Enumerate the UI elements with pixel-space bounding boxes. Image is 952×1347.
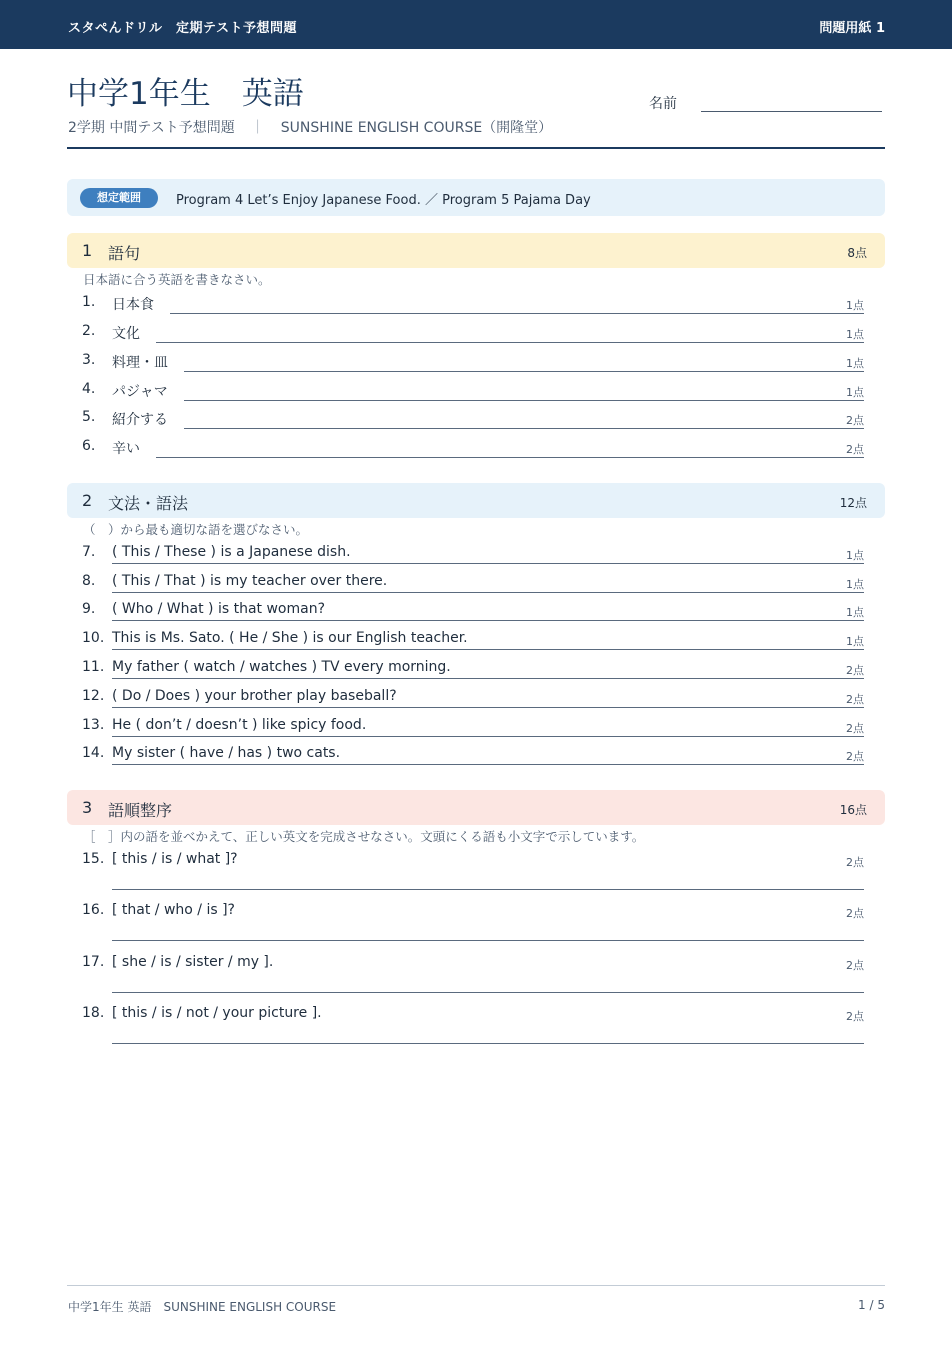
question-number: 18. [82,1005,105,1021]
question-number: 5. [82,409,96,425]
question-points: 2点 [842,412,864,428]
question-9 [0,598,952,622]
question-number: 10. [82,630,105,646]
question-points: 2点 [842,720,864,736]
answer-line[interactable] [112,428,864,429]
answer-line[interactable] [112,1043,864,1044]
name-label: 名前 [649,96,677,112]
section-3-header [67,790,885,825]
question-18 [0,1005,952,1055]
question-6 [0,435,952,459]
question-text: [ that / who / is ]? [112,902,235,918]
question-points: 1点 [842,633,864,649]
question-number: 17. [82,954,105,970]
answer-line[interactable] [112,457,864,458]
question-14 [0,742,952,766]
question-3 [0,349,952,373]
question-text: 料理・皿 [112,352,184,372]
answer-line[interactable] [112,707,864,708]
term-label: 2学期 中間テスト予想問題 [68,120,235,136]
question-15 [0,851,952,901]
question-number: 15. [82,851,105,867]
question-4 [0,378,952,402]
question-12 [0,685,952,709]
question-points: 2点 [842,691,864,707]
section-1-header [67,233,885,268]
question-text: ( Do / Does ) your brother play baseball? [112,688,413,704]
question-number: 13. [82,717,105,733]
question-text: ( This / That ) is my teacher over there. [112,573,403,589]
question-number: 11. [82,659,105,675]
range-badge: 想定範囲 [80,188,158,208]
question-text: This is Ms. Sato. ( He / She ) is our English teacher. [112,630,484,646]
question-number: 6. [82,438,96,454]
subtitle-separator: ｜ [250,120,265,136]
question-number: 4. [82,381,96,397]
question-text: ( This / These ) is a Japanese dish. [112,544,367,560]
question-8 [0,570,952,594]
question-text: He ( don’t / doesn’t ) like spicy food. [112,717,382,733]
answer-line[interactable] [112,371,864,372]
header-divider [67,147,885,149]
question-points: 2点 [846,1010,864,1023]
question-number: 16. [82,902,105,918]
name-field-line[interactable] [701,111,882,112]
question-16 [0,902,952,952]
top-bar [0,0,952,49]
answer-line[interactable] [112,592,864,593]
answer-line[interactable] [112,620,864,621]
section-3-instruction: ［ ］内の語を並べかえて、正しい英文を完成させなさい。文頭にくる語も小文字で示しています。 [83,829,645,844]
question-7 [0,541,952,565]
question-points: 1点 [842,326,864,342]
question-17 [0,954,952,1004]
question-5 [0,406,952,430]
question-text: [ she / is / sister / my ]. [112,954,274,970]
page-title: 中学1年生 英語 [67,76,304,112]
question-number: 2. [82,323,96,339]
sheet-label: 問題用紙 1 [819,21,885,36]
question-text: [ this / is / what ]? [112,851,238,867]
question-number: 3. [82,352,96,368]
section-number: 1 [82,241,93,260]
section-points: 8点 [847,246,867,260]
question-points: 1点 [842,355,864,371]
answer-line[interactable] [112,678,864,679]
question-10 [0,627,952,651]
question-number: 14. [82,745,105,761]
question-number: 8. [82,573,96,589]
question-text: ( Who / What ) is that woman? [112,601,341,617]
answer-line[interactable] [112,992,864,993]
answer-line[interactable] [112,889,864,890]
section-points: 12点 [839,496,867,510]
question-text: My father ( watch / watches ) TV every morning. [112,659,467,675]
question-points: 1点 [842,604,864,620]
question-number: 7. [82,544,96,560]
section-2-instruction: （ ）から最も適切な語を選びなさい。 [83,522,309,537]
course-label: SUNSHINE ENGLISH COURSE（開隆堂） [280,120,553,136]
section-1-instruction: 日本語に合う英語を書きなさい。 [83,272,271,287]
section-name: 語順整序 [108,801,173,820]
question-points: 2点 [846,907,864,920]
brand-title: スタペんドリル 定期テスト予想問題 [68,21,297,36]
question-points: 2点 [842,441,864,457]
question-points: 2点 [846,959,864,972]
answer-line[interactable] [112,764,864,765]
answer-line[interactable] [112,342,864,343]
section-number: 2 [82,491,93,510]
question-points: 1点 [842,547,864,563]
question-text: パジャマ [112,381,184,401]
question-2 [0,320,952,344]
question-text: 日本食 [112,294,170,314]
page-number: 1 / 5 [858,1298,885,1312]
question-number: 12. [82,688,105,704]
question-11 [0,656,952,680]
question-number: 1. [82,294,96,310]
question-text: 辛い [112,438,156,458]
answer-line[interactable] [112,736,864,737]
question-points: 2点 [842,662,864,678]
range-text: Program 4 Let’s Enjoy Japanese Food. ／ Program 5 Pajama Day [176,193,591,208]
question-text: [ this / is / not / your picture ]. [112,1005,322,1021]
answer-line[interactable] [112,649,864,650]
section-points: 16点 [839,803,867,817]
question-points: 1点 [842,384,864,400]
answer-line[interactable] [112,563,864,564]
section-number: 3 [82,798,93,817]
question-points: 2点 [846,856,864,869]
answer-line[interactable] [112,940,864,941]
question-points: 1点 [842,297,864,313]
answer-line[interactable] [112,313,864,314]
question-points: 2点 [842,748,864,764]
page-subtitle [68,117,552,137]
question-13 [0,714,952,738]
question-1 [0,291,952,315]
question-points: 1点 [842,576,864,592]
question-text: 紹介する [112,409,184,429]
question-number: 9. [82,601,96,617]
question-text: My sister ( have / has ) two cats. [112,745,356,761]
section-name: 語句 [108,244,141,263]
question-text: 文化 [112,323,156,343]
answer-line[interactable] [112,400,864,401]
section-name: 文法・語法 [108,494,189,513]
footer-divider [67,1285,885,1286]
range-box [67,179,885,216]
section-2-header [67,483,885,518]
footer-title: 中学1年生 英語 SUNSHINE ENGLISH COURSE [68,1300,337,1314]
